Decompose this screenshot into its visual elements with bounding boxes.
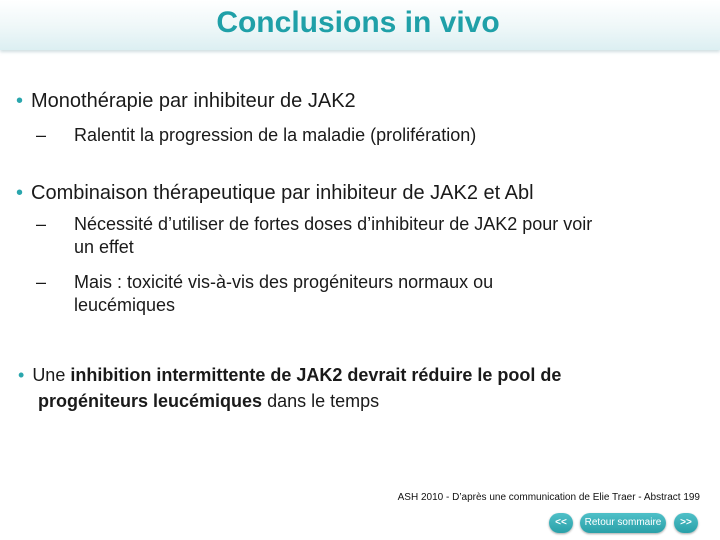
sub-bullet-text-continued: un effet xyxy=(74,237,134,257)
bullet-text-continued xyxy=(38,388,379,414)
bullet-monotherapie xyxy=(16,88,356,114)
bullet-combinaison xyxy=(16,180,534,206)
bullet-dot: • xyxy=(16,90,24,112)
bullet-inhibition-intermittente xyxy=(18,362,708,411)
sub-bullet-text: Nécessité d’utiliser de fortes doses d’inhibiteur de JAK2 pour voir xyxy=(74,214,593,234)
previous-button[interactable]: << xyxy=(549,513,573,533)
sub-bullet-toxicite xyxy=(36,271,494,315)
bullet-dot: • xyxy=(18,365,25,385)
sub-bullet-text: Mais : toxicité vis-à-vis des progéniteurs normaux ou xyxy=(74,272,494,292)
dash-glyph: – xyxy=(36,272,47,292)
dash-glyph: – xyxy=(36,125,47,145)
bullet-text-regular: dans le temps xyxy=(262,391,380,411)
bullet-dot: • xyxy=(16,182,24,204)
sub-bullet-text-continued: leucémiques xyxy=(74,295,176,315)
bullet-text-bold: inhibition intermittente de JAK2 devrait réduire le pool de xyxy=(70,365,562,385)
sub-bullet-ralentit xyxy=(36,124,476,147)
bullet-text-regular: Une xyxy=(32,365,71,385)
next-button[interactable]: >> xyxy=(674,513,698,533)
citation: ASH 2010 - D’après une communication de Elie Traer - Abstract 199 xyxy=(397,492,700,503)
sub-bullet-text: Ralentit la progression de la maladie (prolifération) xyxy=(74,125,477,145)
bullet-text: Combinaison thérapeutique par inhibiteur de JAK2 et Abl xyxy=(31,182,534,204)
retour-sommaire-button[interactable]: Retour sommaire xyxy=(580,513,666,533)
bullet-text: Monothérapie par inhibiteur de JAK2 xyxy=(31,90,356,112)
dash-glyph: – xyxy=(36,214,47,234)
slide-title: Conclusions in vivo xyxy=(216,6,500,39)
bullet-text-bold: progéniteurs leucémiques xyxy=(38,391,263,411)
sub-bullet-necessite xyxy=(36,213,593,257)
